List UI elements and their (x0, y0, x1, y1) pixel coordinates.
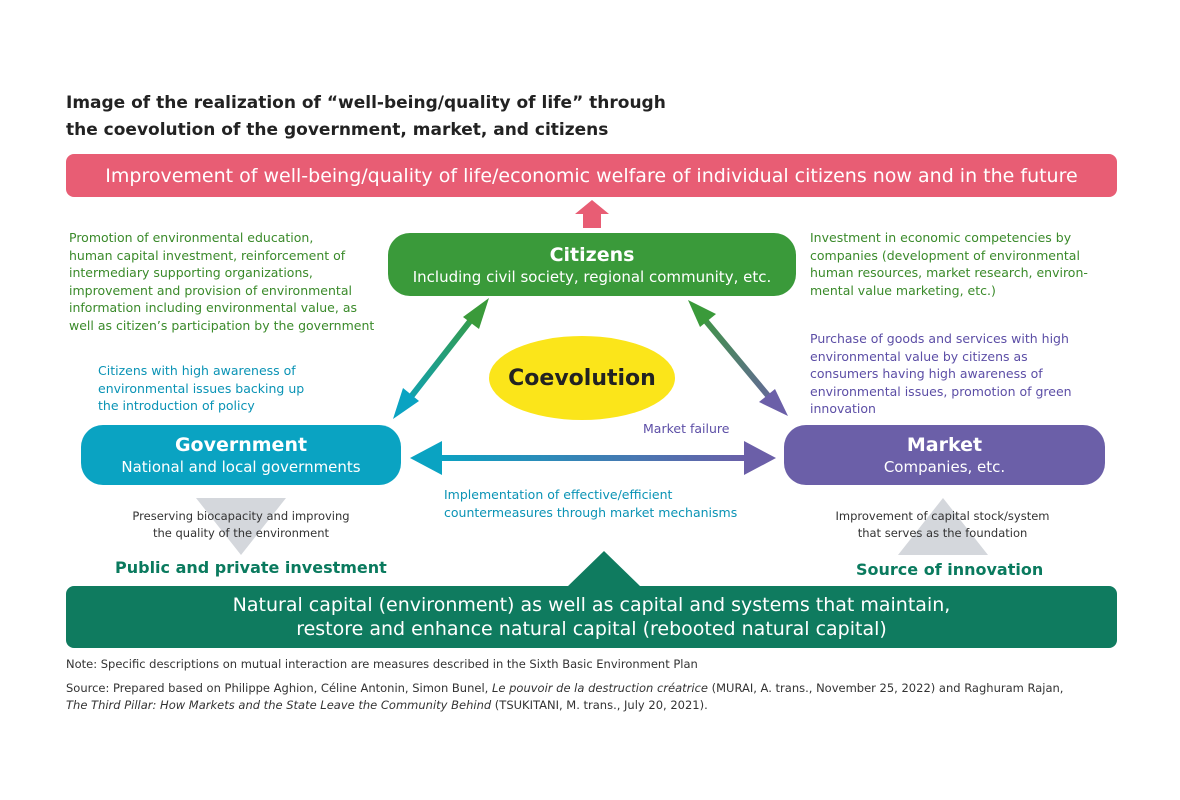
market-subtitle: Companies, etc. (883, 458, 1006, 476)
citizens-market-arrow (688, 300, 788, 416)
citizens-box (388, 233, 796, 296)
note-text: Note: Specific descriptions on mutual interaction are measures described in the Sixth Basic Environment Plan (66, 657, 698, 671)
citizens-government-arrow (393, 298, 489, 419)
natural-capital-banner (66, 586, 1117, 648)
natural-capital-line-2: restore and enhance natural capital (rebooted natural capital) (296, 618, 887, 640)
natural-capital-line-1: Natural capital (environment) as well as capital and systems that maintain, (232, 594, 951, 616)
company-investment-text: Investment in economic competencies by companies (development of environmental human resources, market research, environ- mental value marketing, etc.) (810, 230, 1088, 298)
market-heading: Market (906, 434, 983, 456)
government-box (81, 425, 401, 485)
green-purchase-text: Purchase of goods and services with high environmental value by citizens as consumers having high awareness of environmental issues, promotion of green innovation (810, 331, 1072, 416)
up-arrow-icon (575, 200, 609, 228)
title-line-1: Image of the realization of “well-being/quality of life” through (66, 93, 666, 113)
title-line-2: the coevolution of the government, market, and citizens (66, 120, 609, 140)
citizens-heading: Citizens (549, 243, 635, 266)
source-text: Source: Prepared based on Philippe Aghion, Céline Antonin, Simon Bunel, Le pouvoir de la destruction créatrice (MURAI, A. trans., November 25, 2022) and Raghuram Rajan, The Third Pillar: How Markets and the State Leave the Community Behind (TSUKITANI, M. trans., July 20, 2021). (66, 681, 1064, 712)
citizens-backing-text: Citizens with high awareness of environmental issues backing up the introduction of policy (98, 363, 305, 413)
government-heading: Government (174, 434, 308, 456)
citizens-subtitle: Including civil society, regional community, etc. (412, 267, 772, 286)
biocapacity-text: Preserving biocapacity and improving the quality of the environment (132, 509, 350, 540)
government-subtitle: National and local governments (121, 458, 361, 476)
market-box (784, 425, 1105, 485)
market-mechanism-text: Implementation of effective/efficient countermeasures through market mechanisms (444, 487, 738, 520)
wellbeing-banner: Improvement of well-being/quality of life/economic welfare of individual citizens now and in the future (66, 154, 1117, 197)
government-measures-text: Promotion of environmental education, human capital investment, reinforcement of intermediary supporting organizations, improvement and provision of environmental information including environmental value, as well as citizen’s participation by the government (69, 230, 375, 333)
coevolution-ellipse: Coevolution (489, 336, 675, 420)
source-of-innovation-label: Source of innovation (856, 560, 1044, 579)
market-failure-label: Market failure (643, 421, 730, 436)
foundation-triangle-icon (566, 551, 642, 588)
public-private-investment-label: Public and private investment (115, 558, 387, 577)
capital-stock-text: Improvement of capital stock/system that serves as the foundation (835, 509, 1050, 540)
government-market-arrow (410, 441, 776, 475)
